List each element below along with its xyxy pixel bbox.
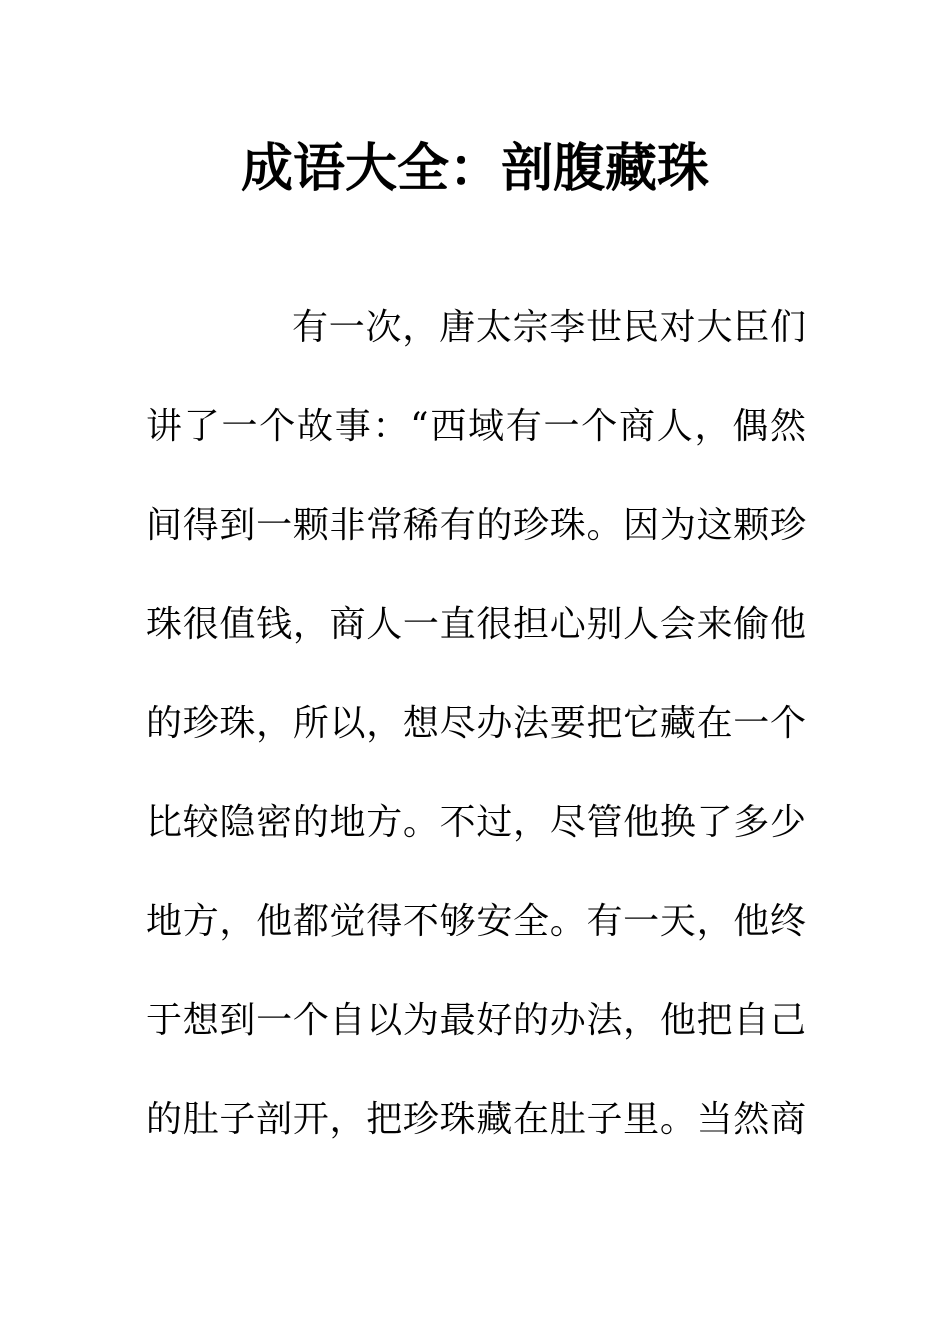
text-line: 地方，他都觉得不够安全。有一天，他终 [146, 901, 806, 942]
text-line: 的珍珠，所以，想尽办法要把它藏在一个 [146, 703, 806, 744]
text-line: 珠很值钱，商人一直很担心别人会来偷他 [146, 604, 806, 645]
text-line: 于想到一个自以为最好的办法，他把自己 [146, 1000, 806, 1041]
body-paragraph [146, 300, 806, 1191]
text-line: 比较隐密的地方。不过，尽管他换了多少 [146, 802, 806, 843]
text-line: 的肚子剖开，把珍珠藏在肚子里。当然商 [146, 1099, 806, 1140]
text-line: 讲了一个故事：“西域有一个商人，偶然 [146, 406, 806, 447]
page-title: 成语大全：剖腹藏珠 [240, 139, 709, 199]
text-line: 有一次，唐太宗李世民对大臣们 [292, 307, 806, 348]
text-line: 间得到一颗非常稀有的珍珠。因为这颗珍 [146, 505, 806, 546]
